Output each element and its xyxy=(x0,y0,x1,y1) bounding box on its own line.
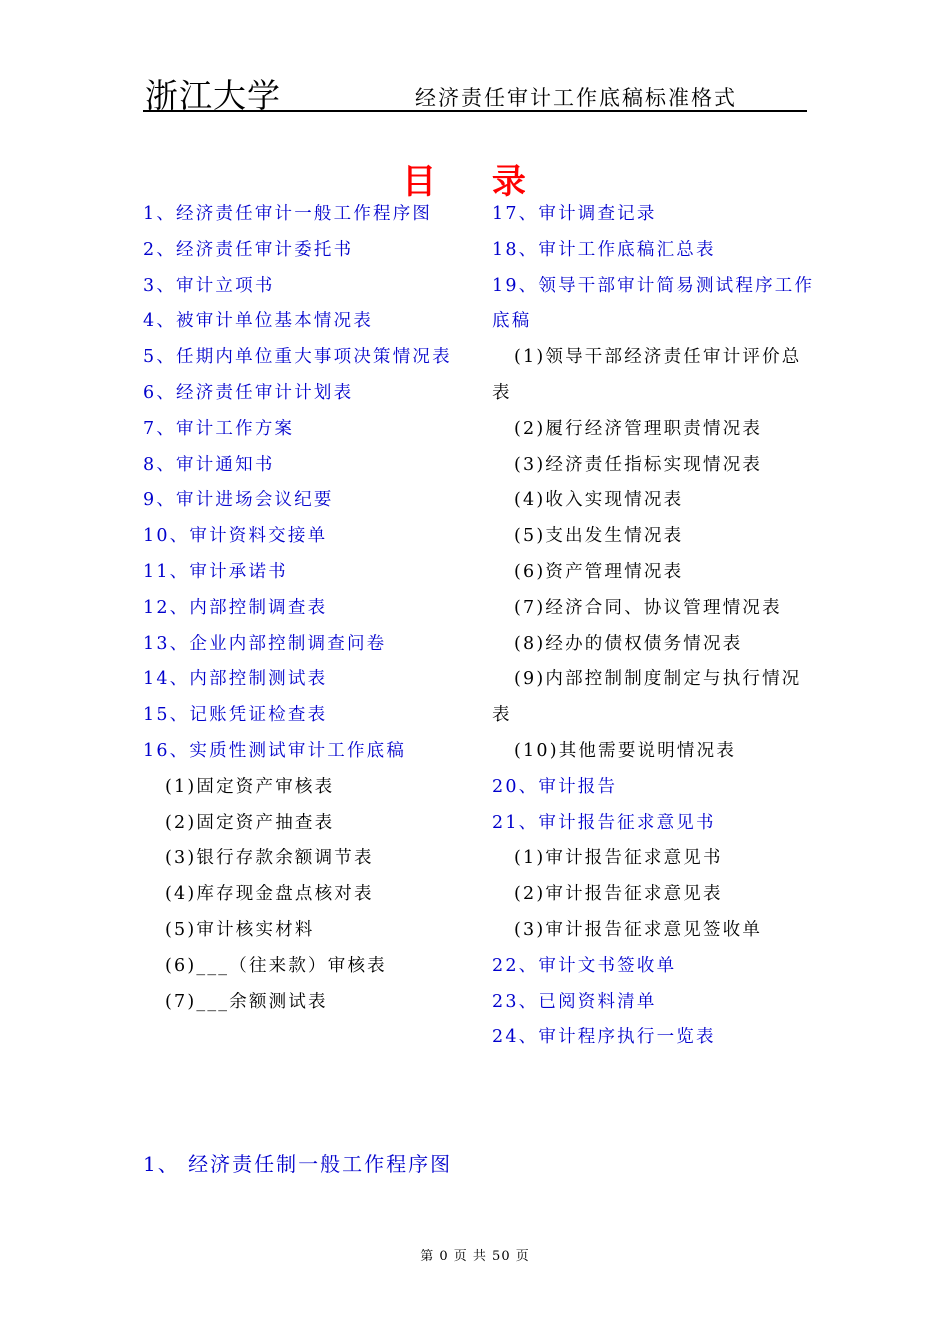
document-title: 经济责任审计工作底稿标准格式 xyxy=(415,86,737,110)
toc-link[interactable]: 22、审计文书签收单 xyxy=(492,955,677,976)
toc-link[interactable]: 17、审计调查记录 xyxy=(492,204,657,224)
toc-title: 目 录 xyxy=(402,162,548,202)
toc-entry: (6)资产管理情况表 xyxy=(514,561,684,582)
toc-link[interactable]: 18、审计工作底稿汇总表 xyxy=(492,239,716,260)
toc-entry: (4)库存现金盘点核对表 xyxy=(165,884,374,905)
toc-link[interactable]: 10、审计资料交接单 xyxy=(143,526,328,547)
toc-entry: (8)经办的债权债务情况表 xyxy=(514,633,743,654)
toc-entry: 表 xyxy=(492,382,512,403)
toc-entry: (5)审计核实材料 xyxy=(165,919,315,940)
page-header xyxy=(143,66,807,115)
toc-link[interactable]: 11、审计承诺书 xyxy=(143,561,288,582)
toc-link[interactable]: 4、被审计单位基本情况表 xyxy=(143,311,374,332)
toc-link[interactable]: 12、内部控制调查表 xyxy=(143,597,328,618)
toc-link[interactable]: 1、经济责任审计一般工作程序图 xyxy=(143,204,433,224)
toc-right-column xyxy=(492,197,815,1056)
toc-entry: (1)审计报告征求意见书 xyxy=(514,848,723,869)
toc-link[interactable]: 19、领导干部审计简易测试程序工作 xyxy=(492,275,815,296)
toc-entry: (1)领导干部经济责任审计评价总 xyxy=(514,347,802,368)
toc-link[interactable]: 14、内部控制测试表 xyxy=(143,669,328,690)
toc-entry: (3)银行存款余额调节表 xyxy=(165,848,374,869)
toc-entry: (2)固定资产抽查表 xyxy=(165,812,335,833)
toc-link[interactable]: 3、审计立项书 xyxy=(143,275,275,296)
toc-entry: (3)审计报告征求意见签收单 xyxy=(514,919,763,940)
section-heading: 1、 经济责任制一般工作程序图 xyxy=(143,1152,453,1176)
toc-entry: (4)收入实现情况表 xyxy=(514,490,684,511)
toc-entry: (7)经济合同、协议管理情况表 xyxy=(514,597,782,618)
toc-link[interactable]: 7、审计工作方案 xyxy=(143,418,295,439)
toc-link[interactable]: 21、审计报告征求意见书 xyxy=(492,812,716,833)
toc-link[interactable]: 13、企业内部控制调查问卷 xyxy=(143,633,387,654)
toc-link[interactable]: 23、已阅资料清单 xyxy=(492,991,657,1012)
toc-entry: (6)___（往来款）审核表 xyxy=(165,955,387,976)
university-name: 浙江大学 xyxy=(145,76,281,115)
toc-link[interactable]: 20、审计报告 xyxy=(492,776,618,797)
toc-link[interactable]: 9、审计进场会议纪要 xyxy=(143,490,334,511)
toc-link[interactable]: 2、经济责任审计委托书 xyxy=(143,239,354,260)
toc-link[interactable]: 底稿 xyxy=(492,311,532,332)
toc-entry: (9)内部控制制度制定与执行情况 xyxy=(514,669,802,690)
toc-link[interactable]: 15、记账凭证检查表 xyxy=(143,705,328,726)
toc-link[interactable]: 16、实质性测试审计工作底稿 xyxy=(143,740,407,761)
toc-link[interactable]: 5、任期内单位重大事项决策情况表 xyxy=(143,347,452,368)
page-footer: 第 0 页 共 50 页 xyxy=(420,1249,530,1264)
toc-entry: (5)支出发生情况表 xyxy=(514,526,684,547)
toc-entry: (3)经济责任指标实现情况表 xyxy=(514,454,763,475)
toc-entry: (2)履行经济管理职责情况表 xyxy=(514,418,763,439)
toc-link[interactable]: 24、审计程序执行一览表 xyxy=(492,1027,716,1048)
toc-entry: 表 xyxy=(492,705,512,726)
toc-link[interactable]: 6、经济责任审计计划表 xyxy=(143,382,354,403)
toc-link[interactable]: 8、审计通知书 xyxy=(143,454,275,475)
toc-entry: (1)固定资产审核表 xyxy=(165,776,335,797)
toc-entry: (10)其他需要说明情况表 xyxy=(514,740,737,761)
toc-entry: (2)审计报告征求意见表 xyxy=(514,884,723,905)
toc-entry: (7)___余额测试表 xyxy=(165,991,328,1012)
toc-left-column xyxy=(143,197,483,1020)
